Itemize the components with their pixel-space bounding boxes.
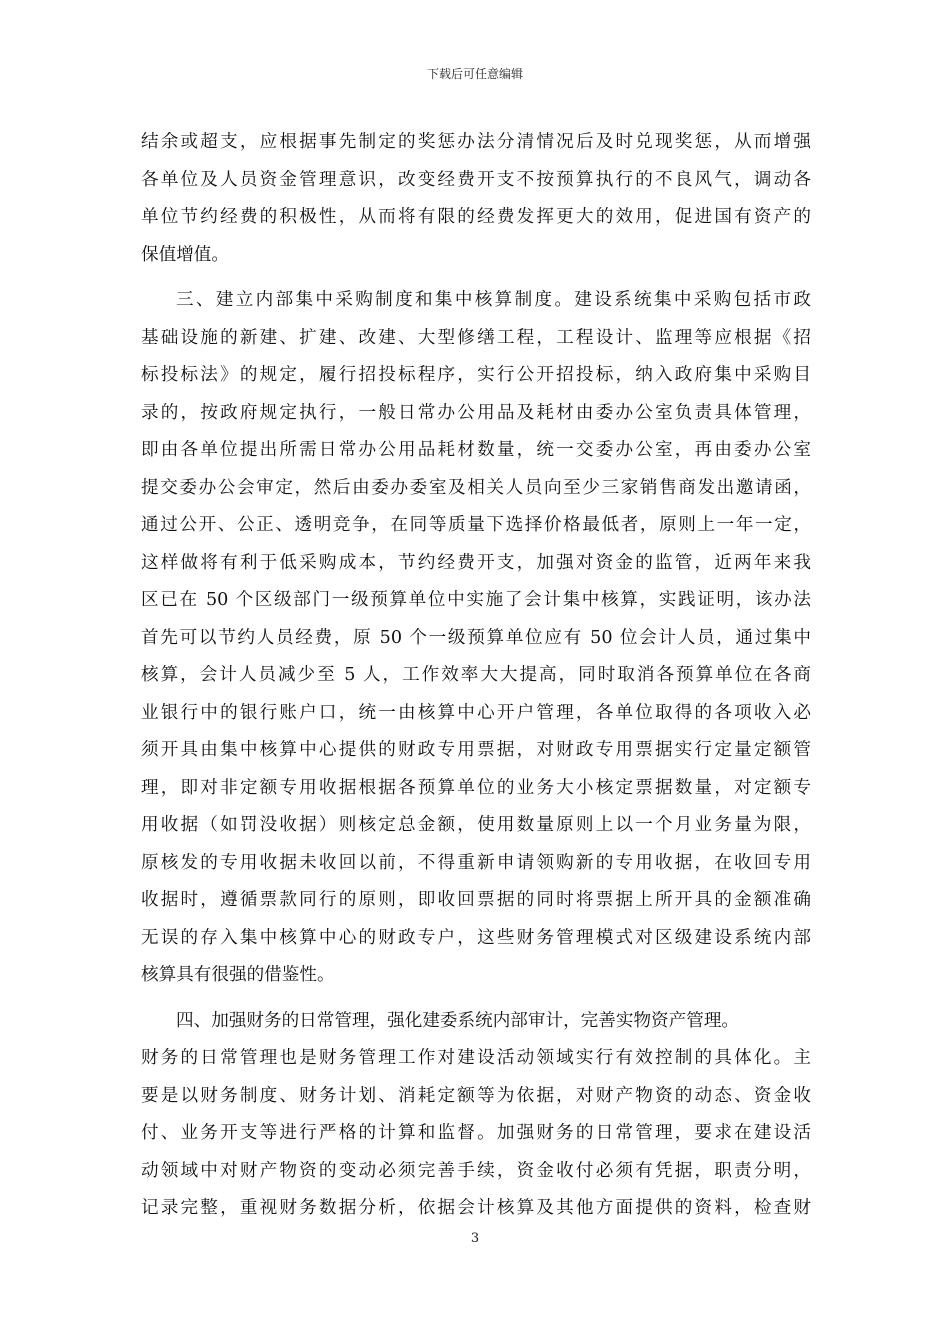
text-line: 这样做将有利于低采购成本，节约经费开支，加强对资金的监管，近两年来我 bbox=[141, 552, 811, 573]
document-body bbox=[141, 124, 811, 1228]
text-line: 原核发的专用收据未收回以前，不得重新申请领购新的专用收据，在收回专用 bbox=[141, 852, 811, 873]
text-line: 付、业务开支等进行严格的计算和监督。加强财务的日常管理，要求在建设活 bbox=[141, 1123, 811, 1143]
text-line: 收据时，遵循票款同行的原则，即收回票据的同时将票据上所开具的金额准确 bbox=[141, 890, 811, 910]
text-line: 要是以财务制度、财务计划、消耗定额等为依据，对财产物资的动态、资金收 bbox=[141, 1085, 811, 1106]
text-line: 区已在 50 个区级部门一级预算单位中实施了会计集中核算，实践证明，该办法 bbox=[141, 590, 811, 610]
text-line: 理，即对非定额专用收据根据各预算单位的业务大小核定票据数量，对定额专 bbox=[141, 777, 811, 798]
text-line: 单位节约经费的积极性，从而将有限的经费发挥更大的效用，促进国有资产的 bbox=[141, 207, 811, 227]
text-line: 各单位及人员资金管理意识，改变经费开支不按预算执行的不良风气，调动各 bbox=[141, 169, 811, 190]
text-line: 无误的存入集中核算中心的财政专户，这些财务管理模式对区级建设系统内部 bbox=[141, 927, 811, 948]
text-line: 结余或超支，应根据事先制定的奖惩办法分清情况后及时兑现奖惩，从而增强 bbox=[141, 132, 811, 152]
text-line: 提交委办公会审定，然后由委办委室及相关人员向至少三家销售商发出邀请函， bbox=[141, 477, 811, 498]
text-line: 标投标法》的规定，履行招投标程序，实行公开招投标，纳入政府集中采购目 bbox=[141, 365, 811, 385]
text-line: 核算，会计人员减少至 5 人，工作效率大大提高，同时取消各预算单位在各商 bbox=[141, 665, 811, 685]
text-line: 记录完整，重视财务数据分析，依据会计核算及其他方面提供的资料，检查财 bbox=[141, 1198, 811, 1218]
text-line: 动领域中对财产物资的变动必须完善手续，资金收付必须有凭据，职责分明， bbox=[141, 1160, 811, 1181]
text-line: 业银行中的银行账户口，统一由核算中心开户管理，各单位取得的各项收入必 bbox=[141, 702, 811, 723]
text-line: 录的，按政府规定执行，一般日常办公用品及耗材由委办公室负责具体管理， bbox=[141, 402, 811, 423]
text-line: 首先可以节约人员经费，原 50 个一级预算单位应有 50 位会计人员，通过集中 bbox=[141, 627, 811, 648]
text-line: 须开具由集中核算中心提供的财政专用票据，对财政专用票据实行定量定额管 bbox=[141, 740, 811, 760]
text-line: 用收据（如罚没收据）则核定总金额，使用数量原则上以一个月业务量为限， bbox=[141, 815, 811, 835]
page-header: 下载后可任意编辑 bbox=[426, 67, 523, 81]
paragraph-2 bbox=[141, 282, 811, 995]
paragraph-3 bbox=[141, 1003, 811, 1228]
text-line: 三、建立内部集中采购制度和集中核算制度。建设系统集中采购包括市政 bbox=[176, 290, 811, 310]
text-line: 基础设施的新建、扩建、改建、大型修缮工程，工程设计、监理等应根据《招 bbox=[141, 327, 811, 348]
text-line: 保值增值。 bbox=[141, 244, 229, 265]
text-line: 核算具有很强的借鉴性。 bbox=[141, 965, 335, 985]
text-line: 财务的日常管理也是财务管理工作对建设活动领域实行有效控制的具体化。主 bbox=[141, 1048, 811, 1068]
paragraph-1 bbox=[141, 124, 811, 274]
page-number: 3 bbox=[470, 1231, 480, 1246]
text-line: 通过公开、公正、透明竞争，在同等质量下选择价格最低者，原则上一年一定， bbox=[141, 515, 811, 535]
text-line: 即由各单位提出所需日常办公用品耗材数量，统一交委办公室，再由委办公室 bbox=[141, 440, 811, 460]
text-line: 四、加强财务的日常管理，强化建委系统内部审计，完善实物资产管理。 bbox=[176, 1010, 740, 1031]
